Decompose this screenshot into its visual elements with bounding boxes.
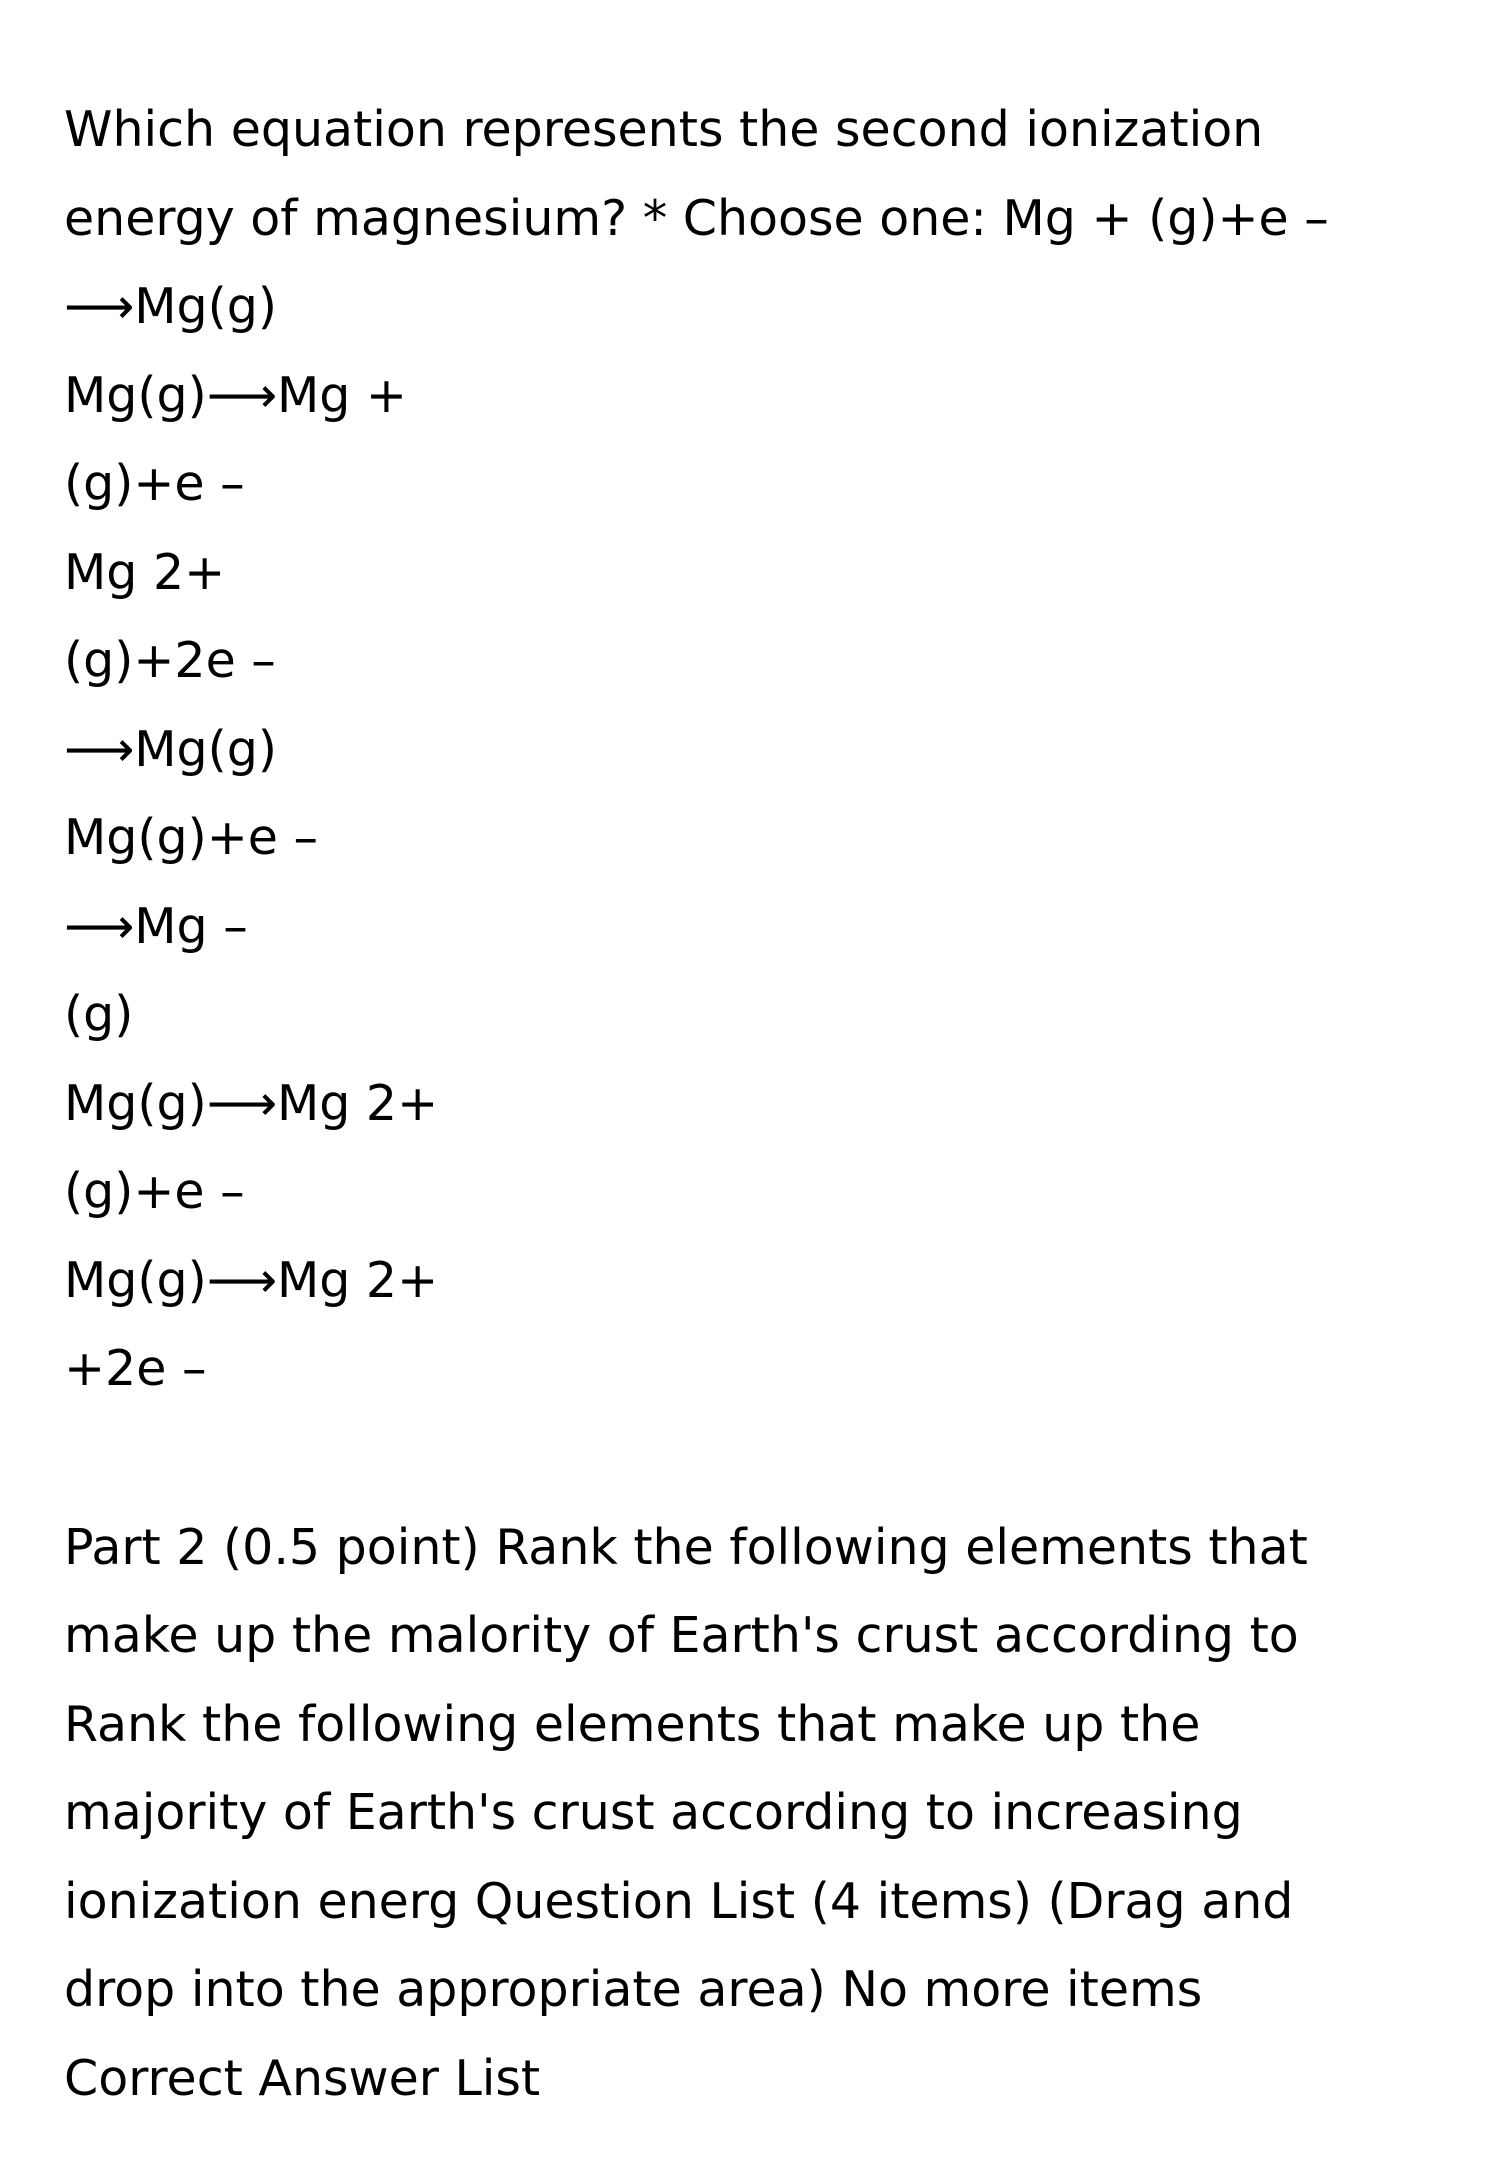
choice-line: ⟶Mg(g) — [64, 278, 277, 335]
choice-line: +2e – — [64, 1340, 207, 1397]
question-2 — [64, 1504, 1444, 2124]
document-body — [64, 86, 1444, 2123]
choice-line: Mg(g)⟶Mg + — [64, 366, 407, 424]
choice-line: Mg(g)⟶Mg 2+ — [64, 1251, 439, 1309]
choice-line: ⟶Mg(g) — [64, 720, 277, 778]
choice-line: (g)+2e – — [64, 632, 276, 689]
question-2-line: Correct Answer List — [64, 2049, 541, 2107]
question-2-line: Part 2 (0.5 point) Rank the following elements that — [64, 1518, 1308, 1576]
question-1 — [64, 86, 1444, 1414]
question-2-line: make up the malority of Earth's crust according to — [64, 1607, 1299, 1664]
section-gap — [64, 1414, 1444, 1504]
question-1-line: Which equation represents the second ionization — [64, 101, 1264, 158]
choice-line: (g)+e – — [64, 1163, 245, 1220]
choice-line: Mg(g)⟶Mg 2+ — [64, 1074, 439, 1132]
choice-line: (g) — [64, 986, 134, 1043]
question-1-line: energy of magnesium? * Choose one: Mg + (g)+e – — [64, 189, 1329, 247]
question-2-line: ionization energ Question List (4 items) (Drag and — [64, 1872, 1294, 1930]
choice-line: Mg(g)+e – — [64, 809, 318, 866]
question-2-line: majority of Earth's crust according to increasing — [64, 1784, 1243, 1841]
question-2-line: Rank the following elements that make up the — [64, 1695, 1201, 1753]
choice-line: Mg 2+ — [64, 543, 226, 601]
choice-line: ⟶Mg – — [64, 897, 248, 955]
question-2-line: drop into the appropriate area) No more items — [64, 1961, 1203, 2018]
choice-line: (g)+e – — [64, 455, 245, 512]
